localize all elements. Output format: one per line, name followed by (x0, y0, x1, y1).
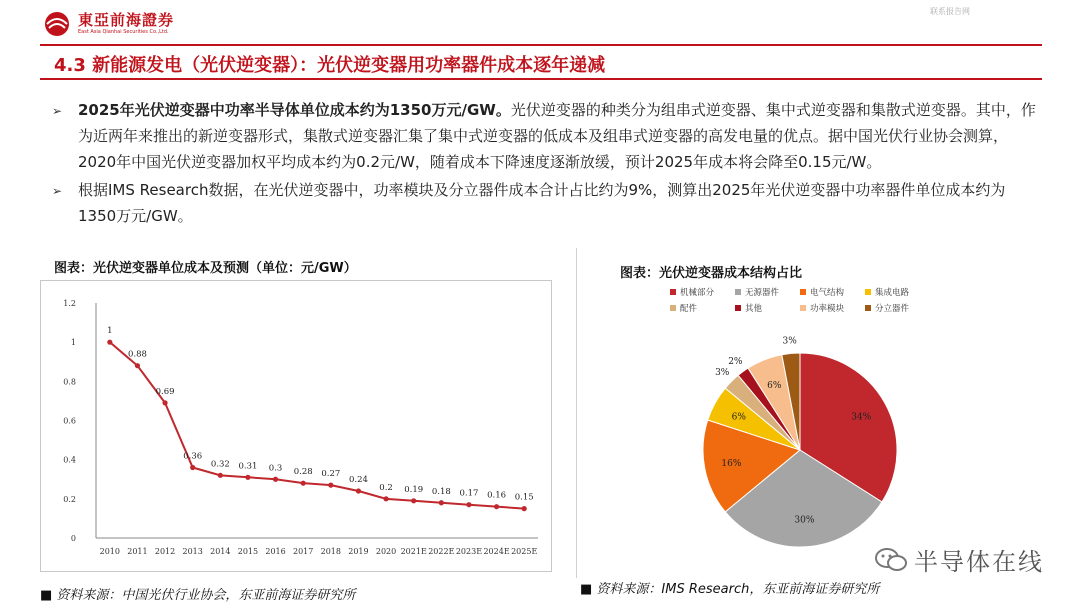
x-tick-label: 2017 (293, 547, 314, 556)
right-chart-caption: 图表：光伏逆变器成本结构占比 (620, 266, 803, 281)
y-tick-label: 0.2 (63, 494, 76, 504)
x-tick-label: 2012 (154, 547, 176, 556)
wechat-icon (874, 547, 908, 573)
y-tick-label: 0.8 (63, 377, 76, 387)
data-label: 0.3 (268, 463, 283, 474)
data-point (356, 488, 361, 493)
divider (576, 248, 577, 578)
legend-label: 其他 (745, 304, 763, 314)
data-label: 0.27 (321, 469, 341, 480)
legend-swatch (800, 289, 806, 295)
wechat-account-name: 半导体在线 (914, 548, 1044, 576)
left-chart-caption: 图表：光伏逆变器单位成本及预测（单位：元/GW） (54, 261, 357, 276)
brand-name-cn: 東亞前海證券 (78, 11, 175, 29)
data-label: 0.36 (183, 451, 203, 462)
title-bar (40, 44, 1042, 80)
pie-chart (670, 285, 950, 555)
slice-label: 3% (715, 368, 730, 379)
right-source-text: 资料来源：IMS Research，东亚前海证券研究所 (596, 582, 880, 597)
top-watermark: 联系报告网 (930, 7, 970, 16)
x-tick-label: 2015 (237, 547, 259, 556)
data-label: 0.17 (459, 488, 479, 499)
data-label: 0.19 (404, 484, 424, 495)
data-point (328, 483, 333, 488)
data-point (135, 363, 140, 368)
y-tick-label: 1 (70, 338, 76, 348)
slice-label: 34% (851, 412, 872, 423)
slice-label: 3% (782, 336, 797, 347)
legend-swatch (865, 289, 871, 295)
data-label: 0.88 (127, 349, 147, 360)
legend-swatch (735, 289, 741, 295)
data-point (218, 473, 223, 478)
data-label: 1 (107, 326, 113, 337)
left-source: ■ 资料来源：中国光伏行业协会，东亚前海证券研究所 (40, 588, 356, 603)
data-label: 0.31 (238, 461, 258, 472)
data-label: 0.69 (155, 386, 175, 397)
x-tick-label: 2014 (210, 547, 231, 556)
data-label: 0.16 (487, 490, 507, 501)
data-point (494, 504, 499, 509)
legend-label: 机械部分 (680, 288, 715, 298)
bullet-item (52, 97, 1037, 175)
data-label: 0.32 (210, 459, 230, 470)
data-point (411, 498, 416, 503)
data-point (273, 477, 278, 482)
legend-swatch (735, 305, 741, 311)
slice-label: 16% (721, 459, 742, 470)
legend-label: 集成电路 (875, 288, 910, 298)
right-source: ■ 资料来源：IMS Research，东亚前海证券研究所 (580, 582, 880, 597)
legend-swatch (865, 305, 871, 311)
x-tick-label: 2022E (428, 547, 455, 556)
legend-label: 分立器件 (875, 304, 910, 314)
data-label: 0.28 (293, 467, 313, 478)
data-point (466, 502, 471, 507)
legend-swatch (670, 305, 676, 311)
y-tick-label: 0.6 (63, 416, 76, 426)
line-chart (41, 281, 551, 571)
data-point (107, 340, 112, 345)
line-chart-frame (40, 280, 552, 572)
data-point (522, 506, 527, 511)
x-tick-label: 2011 (127, 547, 148, 556)
series-line (110, 342, 524, 508)
data-point (162, 400, 167, 405)
y-tick-label: 0 (70, 534, 76, 543)
x-tick-label: 2010 (99, 547, 120, 556)
x-tick-label: 2013 (182, 547, 203, 556)
bullet-text: 根据IMS Research数据，在光伏逆变器中，功率模块及分立器件成本合计占比约为9%，测算出2025年光伏逆变器中功率器件单位成本约为1350万元/GW。 (78, 181, 1006, 225)
slice-label: 30% (794, 515, 815, 526)
brand-name-en: East Asia Qianhai Securities Co.,Ltd. (78, 29, 169, 35)
x-tick-label: 2020 (375, 547, 397, 556)
x-tick-label: 2024E (483, 547, 510, 556)
data-point (301, 481, 306, 486)
x-tick-label: 2021E (400, 547, 427, 556)
legend-label: 无源器件 (745, 288, 780, 298)
company-logo (40, 10, 174, 38)
x-tick-label: 2016 (265, 547, 286, 556)
y-tick-label: 0.4 (63, 455, 76, 465)
bullet-arrow-icon: ➢ (52, 184, 63, 198)
bullet-item (52, 177, 1037, 229)
data-label: 0.24 (348, 475, 368, 485)
wechat-watermark (874, 542, 1044, 577)
data-label: 0.15 (514, 492, 534, 503)
data-label: 0.18 (431, 486, 451, 497)
slice-label: 6% (731, 412, 746, 423)
legend-label: 配件 (680, 304, 698, 314)
slice-label: 6% (767, 381, 782, 392)
slice-label: 2% (728, 357, 743, 368)
bullet-text: 光伏逆变器的种类分为组串式逆变器、集中式逆变器和集散式逆变器。其中，作为近两年来推出的新逆变器形式，集散式逆变器汇集了集中式逆变器的低成本及组串式逆变器的高发电量的优点。据中国光伏行业协会测算，2020年中国光伏逆变器加权平均成本约为0.2元/W，随着成本下降速度逐渐放缓，预计2025年成本将会降至0.15元/W。 (78, 101, 1036, 171)
x-tick-label: 2023E (455, 547, 483, 556)
bullet-arrow-icon: ➢ (52, 104, 63, 118)
legend-swatch (670, 289, 676, 295)
x-tick-label: 2018 (320, 547, 341, 556)
x-tick-label: 2025E (511, 547, 538, 556)
legend-swatch (800, 305, 806, 311)
legend-label: 电气结构 (810, 288, 845, 298)
y-tick-label: 1.2 (63, 299, 76, 308)
page-title: 4.3 新能源发电（光伏逆变器）：光伏逆变器用功率器件成本逐年递减 (54, 55, 606, 76)
logo-icon (40, 10, 74, 38)
bullet-list (52, 97, 1037, 231)
data-point (190, 465, 195, 470)
data-point (245, 475, 250, 480)
data-label: 0.2 (379, 482, 393, 493)
legend-label: 功率模块 (810, 304, 845, 314)
data-point (439, 500, 444, 505)
bullet-highlight: 2025年光伏逆变器中功率半导体单位成本约为1350万元/GW。 (78, 101, 511, 119)
data-point (383, 496, 388, 501)
left-source-text: 资料来源：中国光伏行业协会，东亚前海证券研究所 (56, 588, 356, 603)
x-tick-label: 2019 (348, 547, 369, 556)
